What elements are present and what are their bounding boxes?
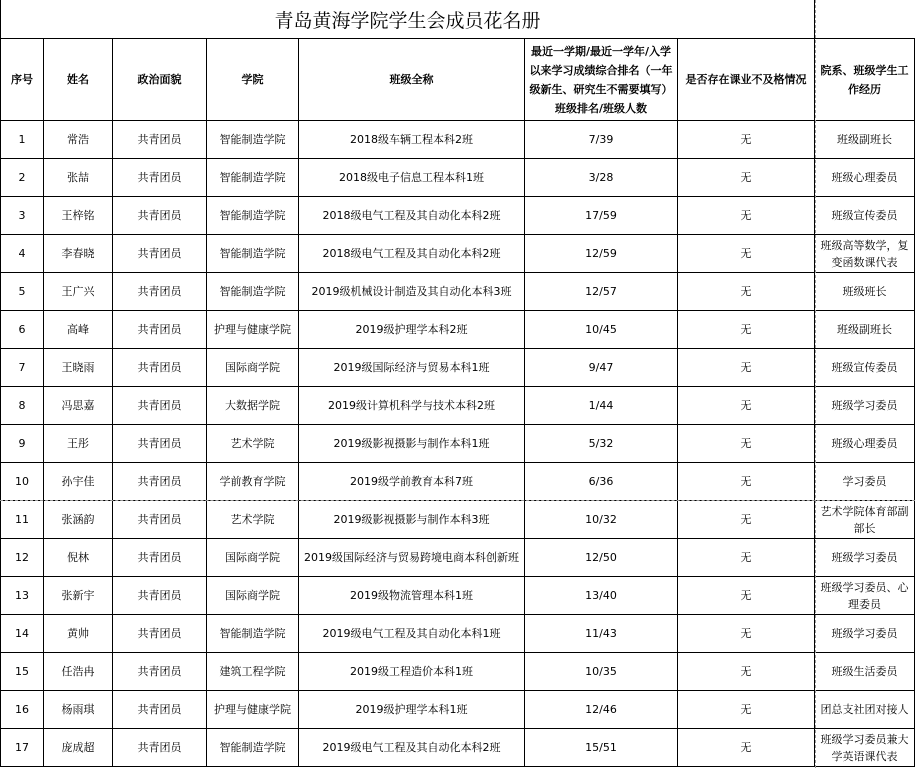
table-cell[interactable]: 无: [678, 425, 815, 463]
table-row: [1, 349, 915, 387]
table-cell[interactable]: 艺术学院体育部副部长: [815, 501, 915, 539]
table-cell[interactable]: 共青团员: [113, 577, 207, 615]
table-cell[interactable]: 6: [1, 311, 44, 349]
table-row: [1, 273, 915, 311]
table-cell[interactable]: 护理与健康学院: [207, 691, 299, 729]
table-cell[interactable]: 张喆: [44, 159, 113, 197]
table-cell[interactable]: 班级心理委员: [815, 425, 915, 463]
table-cell[interactable]: 共青团员: [113, 349, 207, 387]
table-row: [1, 539, 915, 577]
table-cell[interactable]: 班级宣传委员: [815, 197, 915, 235]
table-cell[interactable]: 2019级国际经济与贸易本科1班: [299, 349, 525, 387]
roster-table: [0, 38, 915, 767]
table-cell[interactable]: 5/32: [525, 425, 678, 463]
table-cell[interactable]: 共青团员: [113, 159, 207, 197]
table-cell[interactable]: 17/59: [525, 197, 678, 235]
table-cell[interactable]: 张涵韵: [44, 501, 113, 539]
table-cell[interactable]: 无: [678, 691, 815, 729]
table-cell[interactable]: 倪林: [44, 539, 113, 577]
table-body: [1, 121, 915, 767]
table-cell[interactable]: 护理与健康学院: [207, 311, 299, 349]
table-cell[interactable]: 共青团员: [113, 501, 207, 539]
table-cell[interactable]: 智能制造学院: [207, 235, 299, 273]
table-cell[interactable]: 无: [678, 273, 815, 311]
header-cell[interactable]: 最近一学期/最近一学年/入学以来学习成绩综合排名（一年级新生、研究生不需要填写）班级排名/班级人数: [525, 39, 678, 121]
table-cell[interactable]: 班级心理委员: [815, 159, 915, 197]
table-cell[interactable]: 共青团员: [113, 235, 207, 273]
table-row: [1, 425, 915, 463]
table-cell[interactable]: 6/36: [525, 463, 678, 501]
table-cell[interactable]: 班级学习委员、心理委员: [815, 577, 915, 615]
table-cell[interactable]: 高峰: [44, 311, 113, 349]
table-cell[interactable]: 班级学习委员兼大学英语课代表: [815, 729, 915, 767]
table-cell[interactable]: 13/40: [525, 577, 678, 615]
table-cell[interactable]: 12/46: [525, 691, 678, 729]
table-cell[interactable]: 大数据学院: [207, 387, 299, 425]
table-cell[interactable]: 王彤: [44, 425, 113, 463]
table-cell[interactable]: 共青团员: [113, 121, 207, 159]
table-cell[interactable]: 共青团员: [113, 425, 207, 463]
table-row: [1, 235, 915, 273]
table-cell[interactable]: 10/45: [525, 311, 678, 349]
header-cell[interactable]: 院系、班级学生工作经历: [815, 39, 915, 121]
table-cell[interactable]: 无: [678, 311, 815, 349]
header-cell[interactable]: 班级全称: [299, 39, 525, 121]
table-cell[interactable]: 2019级机械设计制造及其自动化本科3班: [299, 273, 525, 311]
table-cell[interactable]: 无: [678, 387, 815, 425]
table-cell[interactable]: 庞成超: [44, 729, 113, 767]
table-cell[interactable]: 学习委员: [815, 463, 915, 501]
header-row: [1, 39, 915, 121]
table-cell[interactable]: 13: [1, 577, 44, 615]
table-cell[interactable]: 3/28: [525, 159, 678, 197]
table-cell[interactable]: 1/44: [525, 387, 678, 425]
table-cell[interactable]: 2: [1, 159, 44, 197]
table-cell[interactable]: 15: [1, 653, 44, 691]
table-cell[interactable]: 智能制造学院: [207, 197, 299, 235]
table-row: [1, 197, 915, 235]
table-row: [1, 729, 915, 767]
table-row: [1, 121, 915, 159]
table-cell[interactable]: 无: [678, 577, 815, 615]
table-row: [1, 387, 915, 425]
header-cell[interactable]: 政治面貌: [113, 39, 207, 121]
table-cell[interactable]: 班级生活委员: [815, 653, 915, 691]
table-cell[interactable]: 共青团员: [113, 387, 207, 425]
table-cell[interactable]: 2019级电气工程及其自动化本科2班: [299, 729, 525, 767]
table-cell[interactable]: 2019级影视摄影与制作本科1班: [299, 425, 525, 463]
page-break-horizontal: [0, 500, 915, 501]
table-cell[interactable]: 12/50: [525, 539, 678, 577]
table-cell[interactable]: 杨雨琪: [44, 691, 113, 729]
table-row: [1, 463, 915, 501]
table-cell[interactable]: 孙宇佳: [44, 463, 113, 501]
table-cell[interactable]: 15/51: [525, 729, 678, 767]
table-cell[interactable]: 无: [678, 729, 815, 767]
table-cell[interactable]: 8: [1, 387, 44, 425]
table-cell[interactable]: 王晓雨: [44, 349, 113, 387]
table-cell[interactable]: 2019级工程造价本科1班: [299, 653, 525, 691]
sheet-title: 青岛黄海学院学生会成员花名册: [0, 0, 815, 38]
table-cell[interactable]: 艺术学院: [207, 425, 299, 463]
table-cell[interactable]: 班级学习委员: [815, 539, 915, 577]
table-cell[interactable]: 2019级护理学本科1班: [299, 691, 525, 729]
table-cell[interactable]: 7: [1, 349, 44, 387]
table-cell[interactable]: 4: [1, 235, 44, 273]
table-cell[interactable]: 2019级计算机科学与技术本科2班: [299, 387, 525, 425]
table-cell[interactable]: 5: [1, 273, 44, 311]
table-cell[interactable]: 无: [678, 121, 815, 159]
table-cell[interactable]: 张新宇: [44, 577, 113, 615]
table-cell[interactable]: 智能制造学院: [207, 273, 299, 311]
table-cell[interactable]: 学前教育学院: [207, 463, 299, 501]
table-cell[interactable]: 智能制造学院: [207, 159, 299, 197]
table-cell[interactable]: 无: [678, 539, 815, 577]
table-cell[interactable]: 班级学习委员: [815, 615, 915, 653]
table-cell[interactable]: 9/47: [525, 349, 678, 387]
table-cell[interactable]: 无: [678, 349, 815, 387]
table-cell[interactable]: 3: [1, 197, 44, 235]
table-cell[interactable]: 12/59: [525, 235, 678, 273]
table-cell[interactable]: 班级学习委员: [815, 387, 915, 425]
table-cell[interactable]: 黄帅: [44, 615, 113, 653]
table-cell[interactable]: 2019级物流管理本科1班: [299, 577, 525, 615]
table-cell[interactable]: 国际商学院: [207, 349, 299, 387]
table-row: [1, 501, 915, 539]
table-cell[interactable]: 国际商学院: [207, 577, 299, 615]
table-cell[interactable]: 共青团员: [113, 729, 207, 767]
header-cell[interactable]: 学院: [207, 39, 299, 121]
table-cell[interactable]: 智能制造学院: [207, 729, 299, 767]
table-cell[interactable]: 1: [1, 121, 44, 159]
table-cell[interactable]: 2018级电子信息工程本科1班: [299, 159, 525, 197]
table-cell[interactable]: 共青团员: [113, 463, 207, 501]
table-cell[interactable]: 2018级车辆工程本科2班: [299, 121, 525, 159]
table-cell[interactable]: 16: [1, 691, 44, 729]
table-cell[interactable]: 共青团员: [113, 311, 207, 349]
table-cell[interactable]: 2019级电气工程及其自动化本科1班: [299, 615, 525, 653]
table-cell[interactable]: 共青团员: [113, 539, 207, 577]
table-cell[interactable]: 王梓铭: [44, 197, 113, 235]
header-cell[interactable]: 是否存在课业不及格情况: [678, 39, 815, 121]
table-row: [1, 577, 915, 615]
table-cell[interactable]: 国际商学院: [207, 539, 299, 577]
table-cell[interactable]: 班级班长: [815, 273, 915, 311]
table-cell[interactable]: 共青团员: [113, 615, 207, 653]
table-cell[interactable]: 10/35: [525, 653, 678, 691]
table-cell[interactable]: 无: [678, 615, 815, 653]
table-cell[interactable]: 李春晓: [44, 235, 113, 273]
table-cell[interactable]: 班级副班长: [815, 311, 915, 349]
table-row: [1, 311, 915, 349]
table-cell[interactable]: 11/43: [525, 615, 678, 653]
table-cell[interactable]: 无: [678, 463, 815, 501]
header-cell[interactable]: 序号: [1, 39, 44, 121]
table-cell[interactable]: 共青团员: [113, 197, 207, 235]
table-cell[interactable]: 无: [678, 235, 815, 273]
table-cell[interactable]: 冯思嘉: [44, 387, 113, 425]
table-cell[interactable]: 无: [678, 197, 815, 235]
table-cell[interactable]: 7/39: [525, 121, 678, 159]
page-break-vertical: [815, 0, 816, 768]
table-cell[interactable]: 无: [678, 159, 815, 197]
table-cell[interactable]: 共青团员: [113, 273, 207, 311]
table-cell[interactable]: 2019级学前教育本科7班: [299, 463, 525, 501]
table-row: [1, 653, 915, 691]
table-cell[interactable]: 10/32: [525, 501, 678, 539]
table-row: [1, 615, 915, 653]
table-cell[interactable]: 14: [1, 615, 44, 653]
table-cell[interactable]: 2019级护理学本科2班: [299, 311, 525, 349]
table-cell[interactable]: 王广兴: [44, 273, 113, 311]
table-row: [1, 159, 915, 197]
table-cell[interactable]: 2018级电气工程及其自动化本科2班: [299, 197, 525, 235]
table-cell[interactable]: 2018级电气工程及其自动化本科2班: [299, 235, 525, 273]
table-cell[interactable]: 智能制造学院: [207, 615, 299, 653]
table-cell[interactable]: 2019级影视摄影与制作本科3班: [299, 501, 525, 539]
table-cell[interactable]: 11: [1, 501, 44, 539]
table-cell[interactable]: 团总支社团对接人: [815, 691, 915, 729]
table-cell[interactable]: 2019级国际经济与贸易跨境电商本科创新班: [299, 539, 525, 577]
header-cell[interactable]: 姓名: [44, 39, 113, 121]
table-cell[interactable]: 智能制造学院: [207, 121, 299, 159]
table-row: [1, 691, 915, 729]
table-cell[interactable]: 常浩: [44, 121, 113, 159]
table-cell[interactable]: 共青团员: [113, 653, 207, 691]
table-cell[interactable]: 17: [1, 729, 44, 767]
table-cell[interactable]: 无: [678, 653, 815, 691]
table-cell[interactable]: 9: [1, 425, 44, 463]
table-cell[interactable]: 班级高等数学，复变函数课代表: [815, 235, 915, 273]
table-cell[interactable]: 无: [678, 501, 815, 539]
table-cell[interactable]: 10: [1, 463, 44, 501]
table-cell[interactable]: 艺术学院: [207, 501, 299, 539]
table-cell[interactable]: 共青团员: [113, 691, 207, 729]
table-cell[interactable]: 12: [1, 539, 44, 577]
table-cell[interactable]: 12/57: [525, 273, 678, 311]
table-cell[interactable]: 任浩冉: [44, 653, 113, 691]
table-cell[interactable]: 班级宣传委员: [815, 349, 915, 387]
table-cell[interactable]: 建筑工程学院: [207, 653, 299, 691]
table-cell[interactable]: 班级副班长: [815, 121, 915, 159]
